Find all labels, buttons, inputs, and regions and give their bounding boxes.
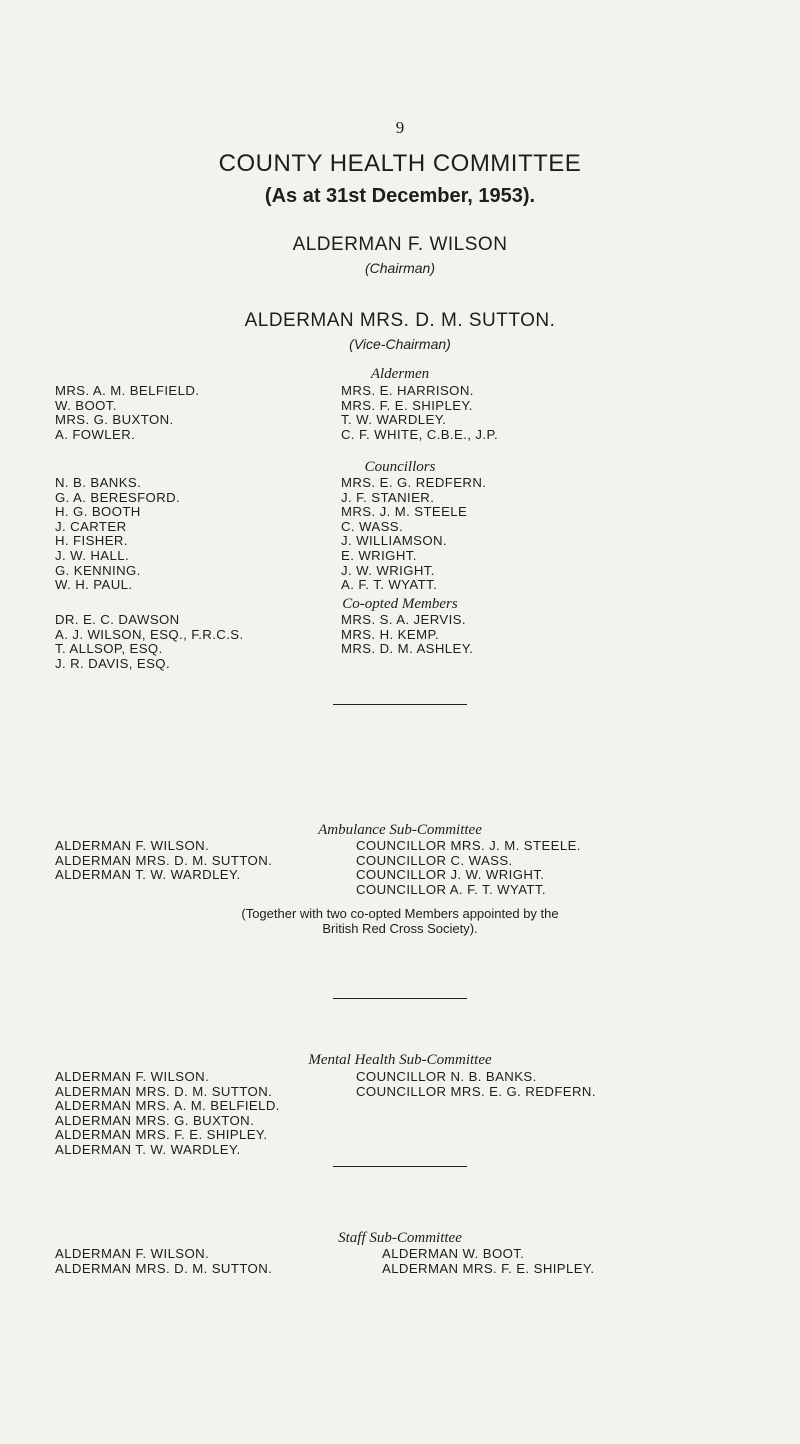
councillor-entry: J. W. HALL. bbox=[55, 547, 130, 563]
councillor-entry: G. KENNING. bbox=[55, 562, 141, 578]
councillor-entry: H. FISHER. bbox=[55, 533, 128, 549]
alderman-entry: T. W. WARDLEY. bbox=[341, 412, 447, 428]
councillor-entry: J. F. STANIER. bbox=[341, 489, 435, 505]
mental-health-left-list bbox=[55, 1070, 280, 1158]
ambulance-member-entry: ALDERMAN F. WILSON. bbox=[55, 838, 210, 853]
councillors-heading: Councillors bbox=[364, 459, 436, 475]
mental-health-heading: Mental Health Sub-Committee bbox=[308, 1052, 492, 1068]
section-divider bbox=[333, 704, 467, 705]
co-opted-left-list bbox=[55, 613, 244, 671]
co-opted-member-entry: A. J. WILSON, ESQ., F.R.C.S. bbox=[55, 626, 244, 642]
ambulance-member-entry: ALDERMAN T. W. WARDLEY. bbox=[55, 867, 241, 883]
aldermen-right-list bbox=[341, 384, 498, 442]
councillor-entry: N. B. BANKS. bbox=[55, 475, 142, 490]
staff-right-list bbox=[382, 1247, 595, 1276]
ambulance-member-entry: COUNCILLOR MRS. J. M. STEELE. bbox=[356, 838, 581, 853]
councillor-entry: J. W. WRIGHT. bbox=[341, 562, 435, 578]
staff-member-entry: ALDERMAN MRS. F. E. SHIPLEY. bbox=[382, 1260, 595, 1276]
ambulance-right-list bbox=[356, 839, 581, 897]
aldermen-heading: Aldermen bbox=[370, 366, 430, 382]
mental-health-member-entry: COUNCILLOR MRS. E. G. REDFERN. bbox=[356, 1083, 596, 1099]
mental-health-member-entry: ALDERMAN MRS. G. BUXTON. bbox=[55, 1112, 255, 1128]
ambulance-left-list bbox=[55, 839, 272, 883]
councillor-entry: MRS. J. M. STEELE bbox=[341, 504, 468, 520]
councillor-entry: W. H. PAUL. bbox=[55, 577, 133, 593]
staff-member-entry: ALDERMAN MRS. D. M. SUTTON. bbox=[55, 1260, 273, 1276]
mental-health-member-entry: ALDERMAN MRS. A. M. BELFIELD. bbox=[55, 1098, 280, 1114]
mental-health-member-entry: COUNCILLOR N. B. BANKS. bbox=[356, 1069, 537, 1084]
staff-heading: Staff Sub-Committee bbox=[338, 1230, 462, 1246]
co-opted-member-entry: MRS. S. A. JERVIS. bbox=[341, 612, 466, 627]
section-divider bbox=[333, 1166, 467, 1167]
alderman-entry: MRS. E. HARRISON. bbox=[341, 383, 474, 398]
ambulance-note-line-1: (Together with two co-opted Members appointed by the bbox=[241, 906, 559, 921]
co-opted-member-entry: T. ALLSOP, ESQ. bbox=[55, 641, 163, 657]
co-opted-heading: Co-opted Members bbox=[342, 596, 458, 612]
page-number: 9 bbox=[395, 118, 405, 137]
mental-health-member-entry: ALDERMAN MRS. F. E. SHIPLEY. bbox=[55, 1127, 268, 1143]
alderman-entry: W. BOOT. bbox=[55, 397, 117, 413]
councillor-entry: C. WASS. bbox=[341, 518, 404, 534]
ambulance-member-entry: ALDERMAN MRS. D. M. SUTTON. bbox=[55, 852, 273, 868]
page-title: COUNTY HEALTH COMMITTEE bbox=[218, 150, 582, 177]
staff-left-list bbox=[55, 1247, 272, 1276]
councillor-entry: E. WRIGHT. bbox=[341, 547, 417, 563]
ambulance-member-entry: COUNCILLOR J. W. WRIGHT. bbox=[356, 867, 545, 883]
alderman-entry: C. F. WHITE, C.B.E., J.P. bbox=[341, 426, 499, 442]
alderman-entry: A. FOWLER. bbox=[55, 426, 136, 442]
co-opted-member-entry: MRS. D. M. ASHLEY. bbox=[341, 641, 474, 657]
alderman-entry: MRS. G. BUXTON. bbox=[55, 412, 174, 428]
mental-health-member-entry: ALDERMAN T. W. WARDLEY. bbox=[55, 1141, 241, 1157]
staff-member-entry: ALDERMAN F. WILSON. bbox=[55, 1246, 210, 1261]
councillor-entry: J. CARTER bbox=[55, 518, 127, 534]
ambulance-note-line-2: British Red Cross Society). bbox=[322, 921, 478, 936]
alderman-entry: MRS. F. E. SHIPLEY. bbox=[341, 397, 473, 413]
alderman-entry: MRS. A. M. BELFIELD. bbox=[55, 383, 200, 398]
co-opted-member-entry: MRS. H. KEMP. bbox=[341, 626, 440, 642]
mental-health-right-list bbox=[356, 1070, 596, 1099]
staff-member-entry: ALDERMAN W. BOOT. bbox=[382, 1246, 525, 1261]
ambulance-member-entry: COUNCILLOR A. F. T. WYATT. bbox=[356, 881, 546, 897]
mental-health-member-entry: ALDERMAN MRS. D. M. SUTTON. bbox=[55, 1083, 273, 1099]
councillor-entry: A. F. T. WYATT. bbox=[341, 577, 438, 593]
councillor-entry: H. G. BOOTH bbox=[55, 504, 141, 520]
page-subtitle: (As at 31st December, 1953). bbox=[264, 185, 536, 207]
aldermen-left-list bbox=[55, 384, 199, 442]
councillors-right-list bbox=[341, 476, 486, 593]
ambulance-member-entry: COUNCILLOR C. WASS. bbox=[356, 852, 513, 868]
councillor-entry: MRS. E. G. REDFERN. bbox=[341, 475, 487, 490]
ambulance-heading: Ambulance Sub-Committee bbox=[318, 822, 482, 838]
section-divider bbox=[333, 998, 467, 999]
councillors-left-list bbox=[55, 476, 180, 593]
chairman-name: ALDERMAN F. WILSON bbox=[292, 234, 508, 255]
councillor-entry: J. WILLIAMSON. bbox=[341, 533, 447, 549]
councillor-entry: G. A. BERESFORD. bbox=[55, 489, 181, 505]
mental-health-member-entry: ALDERMAN F. WILSON. bbox=[55, 1069, 210, 1084]
co-opted-right-list bbox=[341, 613, 473, 657]
co-opted-member-entry: DR. E. C. DAWSON bbox=[55, 612, 180, 627]
vice-chairman-name: ALDERMAN MRS. D. M. SUTTON. bbox=[244, 310, 556, 331]
chairman-role: (Chairman) bbox=[364, 260, 435, 276]
vice-chairman-role: (Vice-Chairman) bbox=[349, 336, 451, 352]
co-opted-member-entry: J. R. DAVIS, ESQ. bbox=[55, 655, 171, 671]
